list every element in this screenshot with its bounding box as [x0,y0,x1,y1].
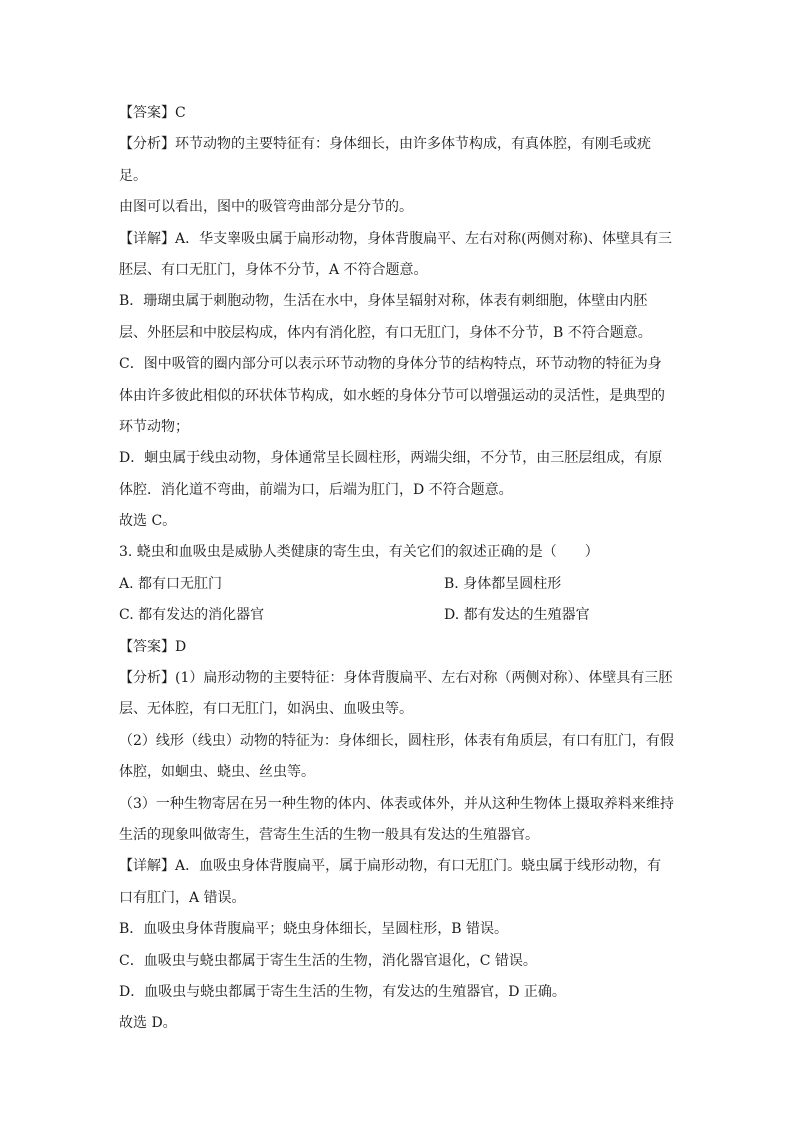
detail-line: 【详解】A．华支睾吸虫属于扁形动物，身体背腹扁平、左右对称(两侧对称)、体壁具有三 [119,230,673,247]
detail-line: 体腔．消化道不弯曲，前端为口，后端为肛门，D 不符合题意。 [119,481,513,498]
detail-line: 层、外胚层和中胶层构成，体内有消化腔，有口无肛门，身体不分节，B 不符合题意。 [119,324,652,341]
answer-label: 【答案】D [119,638,187,655]
detail-line: B．血吸虫身体背腹扁平；蛲虫身体细长，呈圆柱形，B 错误。 [119,921,509,938]
detail-line: 体由许多彼此相似的环状体节构成，如水蛭的身体分节可以增强运动的灵活性，是典型的 [119,387,665,404]
detail-line: C．图中吸管的圈内部分可以表示环节动物的身体分节的结构特点，环节动物的特征为身 [119,356,662,373]
detail-line: 口有肛门，A 错误。 [119,889,246,906]
analysis-line: 【分析】环节动物的主要特征有：身体细长，由许多体节构成，有真体腔，有刚毛或疣 [119,136,651,153]
detail-line: 故选 C。 [119,513,177,530]
detail-line: C．血吸虫与蛲虫都属于寄生生活的生物，消化器官退化，C 错误。 [119,952,537,969]
question-stem: 3. 蛲虫和血吸虫是威胁人类健康的寄生虫，有关它们的叙述正确的是（ ） [119,544,599,561]
options-row [119,569,679,600]
analysis-line: 足。 [119,167,147,184]
detail-line: 胚层、有口无肛门，身体不分节，A 不符合题意。 [119,261,428,278]
option-a: A. 都有口无肛门 [119,575,223,592]
analysis-line: 体腔，如蛔虫、蛲虫、丝虫等。 [119,764,315,781]
option-d: D. 都有发达的生殖器官 [444,607,590,624]
analysis-line: 层、无体腔，有口无肛门，如涡虫、血吸虫等。 [119,701,413,718]
detail-line: 故选 D。 [119,1015,177,1032]
analysis-line: 由图可以看出，图中的吸管弯曲部分是分节的。 [119,199,413,216]
detail-line: D．蛔虫属于线虫动物，身体通常呈长圆柱形，两端尖细，不分节，由三胚层组成，有原 [119,450,663,467]
detail-line: D．血吸虫与蛲虫都属于寄生生活的生物，有发达的生殖器官，D 正确。 [119,983,566,1000]
options-row [119,600,679,631]
option-c: C. 都有发达的消化器官 [119,607,265,624]
detail-line: B．珊瑚虫属于刺胞动物，生活在水中，身体呈辐射对称，体表有刺细胞，体壁由内胚 [119,293,648,310]
document-page [119,98,679,1040]
detail-line: 环节动物； [119,418,189,435]
analysis-line: （2）线形（线虫）动物的特征为：身体细长，圆柱形，体表有角质层，有口有肛门，有假 [119,732,674,749]
analysis-line: 【分析】(1）扁形动物的主要特征：身体背腹扁平、左右对称（两侧对称）、体壁具有三胚 [119,670,673,687]
analysis-line: 生活的现象叫做寄生，营寄生生活的生物一般具有发达的生殖器官。 [119,826,539,843]
detail-line: 【详解】A．血吸虫身体背腹扁平，属于扁形动物，有口无肛门。蛲虫属于线形动物，有 [119,858,662,875]
answer-label: 【答案】C [119,105,186,121]
analysis-line: （3）一种生物寄居在另一种生物的体内、体表或体外，并从这种生物体上摄取养料来维持 [119,795,674,812]
option-b: B. 身体都呈圆柱形 [444,575,562,592]
